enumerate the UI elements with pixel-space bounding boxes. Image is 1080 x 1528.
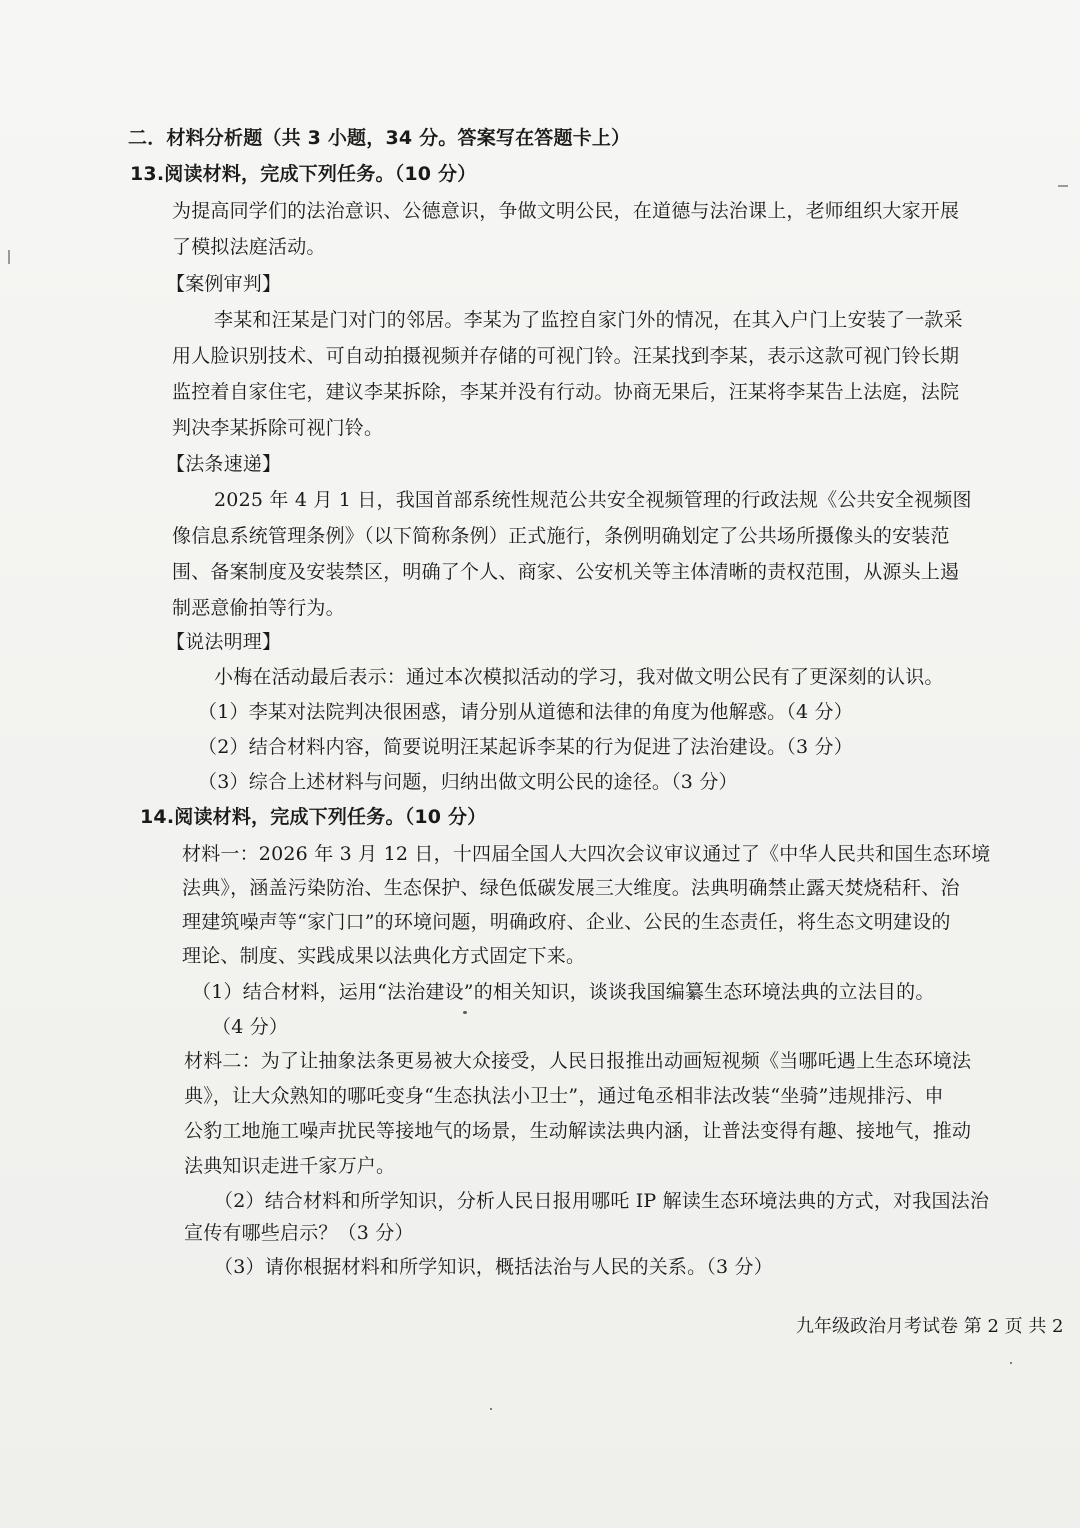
q13-intro-line: 了模拟法庭活动。 <box>172 236 326 258</box>
scan-speck <box>490 1408 492 1410</box>
q14-sub-question-1: （1）结合材料，运用“法治建设”的相关知识，谈谈我国编纂生态环境法典的立法目的。 <box>192 981 935 1003</box>
material2-line: 典》，让大众熟知的哪吒变身“生态执法小卫士”，通过龟丞相非法改装“坐骑”违规排污、申 <box>184 1085 944 1107</box>
q14-sub-question-3: （3）请你根据材料和所学知识，概括法治与人民的关系。（3 分） <box>214 1256 773 1278</box>
material1-line: 材料一：2026 年 3 月 12 日，十四届全国人大四次会议审议通过了《中华人民共和国生态环境 <box>182 843 991 865</box>
scan-speck <box>463 1011 467 1014</box>
law-line: 制恶意偷拍等行为。 <box>172 597 345 619</box>
scan-edge-mark <box>8 250 10 264</box>
material2-line: 公豹工地施工噪声扰民等接地气的场景，生动解读法典内涵，让普法变得有趣、接地气，推动 <box>184 1120 972 1142</box>
q13-intro-line: 为提高同学们的法治意识、公德意识，争做文明公民，在道德与法治课上，老师组织大家开展 <box>172 200 960 222</box>
material1-line: 法典》，涵盖污染防治、生态保护、绿色低碳发展三大维度。法典明确禁止露天焚烧秸秆、治 <box>182 877 960 899</box>
law-heading: 【法条速递】 <box>166 453 282 475</box>
scan-edge-mark <box>1058 185 1068 187</box>
law-line: 2025 年 4 月 1 日，我国首部系统性规范公共安全视频管理的行政法规《公共安全视频图 <box>214 489 972 511</box>
q14-sub-question-2: 宣传有哪些启示？（3 分） <box>184 1222 414 1244</box>
q13-sub-question: （1）李某对法院判决很困惑，请分别从道德和法律的角度为他解惑。（4 分） <box>198 701 853 723</box>
law-line: 像信息系统管理条例》（以下简称条例）正式施行，条例明确划定了公共场所摄像头的安装范 <box>172 525 950 547</box>
case-line: 用人脸识别技术、可自动拍摄视频并存储的可视门铃。汪某找到李某，表示这款可视门铃长期 <box>172 345 960 367</box>
q13-sub-question: （3）综合上述材料与问题，归纳出做文明公民的途径。（3 分） <box>198 771 738 793</box>
question-13-title: 13.阅读材料，完成下列任务。（10 分） <box>130 163 477 185</box>
scan-speck <box>1010 1362 1012 1364</box>
talk-heading: 【说法明理】 <box>166 631 282 653</box>
law-line: 围、备案制度及安装禁区，明确了个人、商家、公安机关等主体清晰的责权范围，从源头上遏 <box>172 561 960 583</box>
material2-line: 材料二：为了让抽象法条更易被大众接受，人民日报推出动画短视频《当哪吒遇上生态环境法 <box>184 1050 972 1072</box>
question-14-title: 14.阅读材料，完成下列任务。（10 分） <box>140 806 487 828</box>
material2-line: 法典知识走进千家万户。 <box>184 1155 396 1177</box>
case-line: 监控着自家住宅，建议李某拆除，李某并没有行动。协商无果后，汪某将李某告上法庭，法院 <box>172 381 960 403</box>
talk-line: 小梅在活动最后表示：通过本次模拟活动的学习，我对做文明公民有了更深刻的认识。 <box>214 666 944 688</box>
material1-line: 理论、制度、实践成果以法典化方式固定下来。 <box>182 945 586 967</box>
material1-line: 理建筑噪声等“家门口”的环境问题，明确政府、企业、公民的生态责任，将生态文明建设的 <box>182 911 951 933</box>
page-footer: 九年级政治月考试卷 第 2 页 共 2 <box>796 1316 1064 1337</box>
q14-sub-question-1-score: （4 分） <box>212 1016 289 1038</box>
case-line: 李某和汪某是门对门的邻居。李某为了监控自家门外的情况，在其入户门上安装了一款采 <box>214 309 963 331</box>
q14-sub-question-2: （2）结合材料和所学知识，分析人民日报用哪吒 IP 解读生态环境法典的方式，对我国法治 <box>214 1190 990 1212</box>
section-title: 二．材料分析题（共 3 小题，34 分。答案写在答题卡上） <box>128 127 631 149</box>
case-heading: 【案例审判】 <box>166 273 282 295</box>
q13-sub-question: （2）结合材料内容，简要说明汪某起诉李某的行为促进了法治建设。（3 分） <box>198 736 853 758</box>
case-line: 判决李某拆除可视门铃。 <box>172 417 384 439</box>
